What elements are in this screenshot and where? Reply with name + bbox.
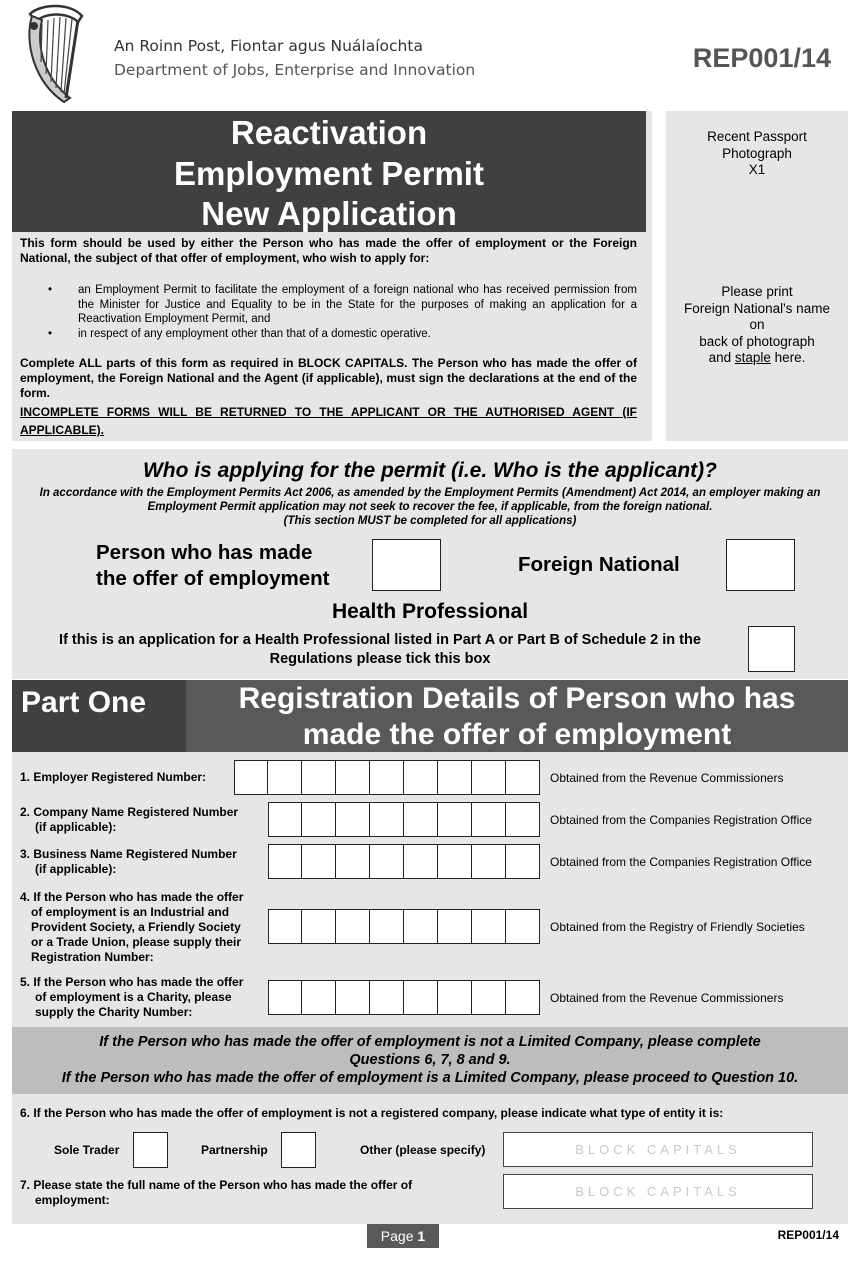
photo-text: on (749, 317, 765, 332)
incomplete-warning: INCOMPLETE FORMS WILL BE RETURNED TO THE APPLICANT OR THE AUTHORISED AGENT (IF APPLICABLE). (20, 405, 637, 437)
q7-label-line: 7. Please state the full name of the Person who has made the offer of (20, 1178, 413, 1192)
partnership-label: Partnership (201, 1143, 268, 1157)
bullet-icon: • (48, 327, 53, 340)
health-professional-text: If this is an application for a Health Professional listed in Part A or Part B of Schedule 2 in the Regulations please tick this box (59, 632, 701, 667)
title-line-1: Reactivation (230, 114, 428, 151)
q4-label-line: Provident Society, a Friendly Society (31, 920, 241, 934)
q2-label-line: (if applicable): (35, 820, 117, 834)
digit-cell[interactable] (506, 760, 540, 795)
option-foreign-national-label: Foreign National (518, 553, 680, 576)
digit-cell[interactable] (404, 980, 438, 1015)
bullet-text-2: in respect of any employment other than that of a domestic operative. (78, 327, 431, 340)
q5-label-line: supply the Charity Number: (35, 1005, 193, 1019)
digit-cell[interactable] (404, 909, 438, 944)
digit-cell[interactable] (336, 980, 370, 1015)
q2-source: Obtained from the Companies Registration Office (550, 813, 812, 827)
photo-text: back of photograph (699, 333, 815, 349)
applicant-subtext (22, 486, 838, 528)
digit-cell[interactable] (472, 760, 506, 795)
digit-cell[interactable] (302, 909, 336, 944)
q5-source: Obtained from the Revenue Commissioners (550, 991, 784, 1005)
page-indicator (367, 1224, 439, 1248)
photo-text (666, 350, 848, 367)
digit-cell[interactable] (472, 909, 506, 944)
q1-label (20, 770, 206, 785)
digit-cell[interactable] (506, 980, 540, 1015)
q6-label: 6. If the Person who has made the offer of employment is not a registered company, please indicate what type of entity it is: (20, 1106, 724, 1120)
option-employer-line: Person who has made (96, 541, 313, 564)
digit-cell[interactable] (268, 844, 302, 879)
bullet-item (20, 283, 637, 327)
digit-cell[interactable] (506, 844, 540, 879)
page-label: Page (380, 1228, 414, 1244)
q7-label (20, 1178, 412, 1208)
part-one-title-line: made the offer of employment (302, 718, 732, 751)
digit-cell[interactable] (370, 909, 404, 944)
digit-cell[interactable] (302, 980, 336, 1015)
department-irish: An Roinn Post, Fiontar agus Nuálaíochta (114, 37, 423, 55)
note-line: Questions 6, 7, 8 and 9. (349, 1052, 511, 1068)
title-line-2: Employment Permit (174, 154, 484, 192)
employer-checkbox[interactable] (372, 539, 441, 591)
form-title (12, 111, 646, 232)
title-line-3: New Application (201, 195, 457, 232)
digit-cell[interactable] (370, 760, 404, 795)
q4-source: Obtained from the Registry of Friendly Societies (550, 920, 805, 934)
society-number-field[interactable] (268, 909, 540, 944)
staple-word: staple (734, 350, 771, 365)
other-specify-input[interactable]: BLOCK CAPITALS (503, 1132, 813, 1167)
charity-number-field[interactable] (268, 980, 540, 1015)
digit-cell[interactable] (506, 802, 540, 837)
q1-label-line: 1. Employer Registered Number: (20, 770, 207, 784)
photo-text: here. (770, 350, 806, 365)
photo-box[interactable] (666, 111, 848, 441)
digit-cell[interactable] (472, 802, 506, 837)
applicant-heading: Who is applying for the permit (i.e. Who is the applicant)? (142, 459, 717, 482)
business-number-field[interactable] (268, 844, 540, 879)
employer-number-field[interactable] (234, 760, 540, 795)
digit-cell[interactable] (268, 980, 302, 1015)
photo-instructions-top (666, 129, 848, 179)
digit-cell[interactable] (370, 844, 404, 879)
digit-cell[interactable] (336, 844, 370, 879)
digit-cell[interactable] (472, 980, 506, 1015)
digit-cell[interactable] (438, 980, 472, 1015)
intro-bullets (20, 283, 637, 341)
q2-label (20, 805, 238, 835)
full-name-input[interactable]: BLOCK CAPITALS (503, 1174, 813, 1209)
digit-cell[interactable] (268, 909, 302, 944)
option-employer-label (96, 540, 330, 592)
q3-label-line: (if applicable): (35, 862, 117, 876)
q4-label (20, 890, 243, 965)
q5-label (20, 975, 243, 1020)
q3-source: Obtained from the Companies Registration Office (550, 855, 812, 869)
q3-label-line: 3. Business Name Registered Number (20, 847, 237, 861)
digit-cell[interactable] (438, 760, 472, 795)
part-one-title (186, 680, 848, 752)
part-one-title-line: Registration Details of Person who has (238, 682, 796, 715)
health-professional-heading: Health Professional (331, 600, 529, 623)
digit-cell[interactable] (404, 760, 438, 795)
digit-cell[interactable] (234, 760, 268, 795)
limited-company-note (12, 1027, 848, 1094)
foreign-national-checkbox[interactable] (726, 539, 795, 591)
sole-trader-label: Sole Trader (54, 1143, 120, 1157)
digit-cell[interactable] (302, 844, 336, 879)
digit-cell[interactable] (438, 909, 472, 944)
bullet-text-1: an Employment Permit to facilitate the employment of a foreign national who has received permission from the Minister for Justice and Equality to be in the State for the purposes of making an application for a Reactivation Employment Permit, and (78, 284, 637, 325)
q4-label-line: of employment is an Industrial and (31, 905, 230, 919)
digit-cell[interactable] (472, 844, 506, 879)
harp-logo (20, 2, 88, 106)
photo-text: Recent Passport (707, 129, 807, 144)
q4-label-line: 4. If the Person who has made the offer (20, 890, 244, 904)
photo-instructions-bottom (666, 284, 848, 367)
applicant-sub-1: In accordance with the Employment Permits Act 2006, as amended by the Employment Permits (Amendment) Act 2014, an employer making an Employment Permit application may not seek to recover the fee, if applicable, from the foreign national. (39, 487, 821, 513)
digit-cell[interactable] (506, 909, 540, 944)
digit-cell[interactable] (438, 844, 472, 879)
digit-cell[interactable] (302, 802, 336, 837)
q2-label-line: 2. Company Name Registered Number (20, 805, 239, 819)
note-line: If the Person who has made the offer of employment is a Limited Company, please proceed to Question 10. (61, 1070, 799, 1086)
footer-form-code: REP001/14 (777, 1228, 839, 1242)
page-number: 1 (417, 1228, 426, 1244)
intro-paragraph (20, 236, 637, 266)
q4-label-line: Registration Number: (31, 950, 154, 964)
health-professional-checkbox[interactable] (748, 626, 795, 672)
sole-trader-checkbox[interactable] (133, 1132, 168, 1168)
digit-cell[interactable] (370, 802, 404, 837)
digit-cell[interactable] (336, 760, 370, 795)
q5-label-line: of employment is a Charity, please (35, 990, 232, 1004)
digit-cell[interactable] (268, 760, 302, 795)
q1-source: Obtained from the Revenue Commissioners (550, 771, 784, 785)
q3-label (20, 847, 237, 877)
digit-cell[interactable] (370, 980, 404, 1015)
bullet-icon: • (48, 284, 53, 296)
photo-text: and (708, 350, 735, 365)
company-number-field[interactable] (268, 802, 540, 837)
q4-label-line: or a Trade Union, please supply their (31, 935, 242, 949)
photo-text: Foreign National's name (684, 300, 830, 316)
q7-label-line: employment: (35, 1193, 110, 1207)
intro-para-1: This form should be used by either the Person who has made the offer of employment or the Foreign National, the subject of that offer of employment, who wish to apply for: (20, 236, 637, 265)
department-english: Department of Jobs, Enterprise and Innovation (114, 61, 476, 79)
digit-cell[interactable] (336, 802, 370, 837)
bullet-item (20, 327, 637, 342)
digit-cell[interactable] (404, 844, 438, 879)
digit-cell[interactable] (336, 909, 370, 944)
photo-text: X1 (748, 162, 766, 177)
part-one-label: Part One (12, 680, 186, 752)
applicant-sub-2: (This section MUST be completed for all applications) (283, 515, 577, 527)
q5-label-line: 5. If the Person who has made the offer (20, 975, 244, 989)
other-label: Other (please specify) (360, 1143, 486, 1157)
form-code: REP001/14 (692, 43, 831, 73)
partnership-checkbox[interactable] (281, 1132, 316, 1168)
photo-text: Photograph (722, 145, 792, 161)
instructions-paragraph: Complete ALL parts of this form as required in BLOCK CAPITALS. The Person who has made the offer of employment, the Foreign National and the Agent (if applicable), must sign the declarations at the end of the form. (20, 356, 637, 400)
note-line: If the Person who has made the offer of employment is not a Limited Company, please complete (99, 1034, 761, 1050)
option-employer-line: the offer of employment (96, 567, 330, 590)
digit-cell[interactable] (404, 802, 438, 837)
digit-cell[interactable] (438, 802, 472, 837)
photo-text: Please print (721, 284, 793, 299)
department-name (114, 34, 475, 82)
digit-cell[interactable] (268, 802, 302, 837)
digit-cell[interactable] (302, 760, 336, 795)
